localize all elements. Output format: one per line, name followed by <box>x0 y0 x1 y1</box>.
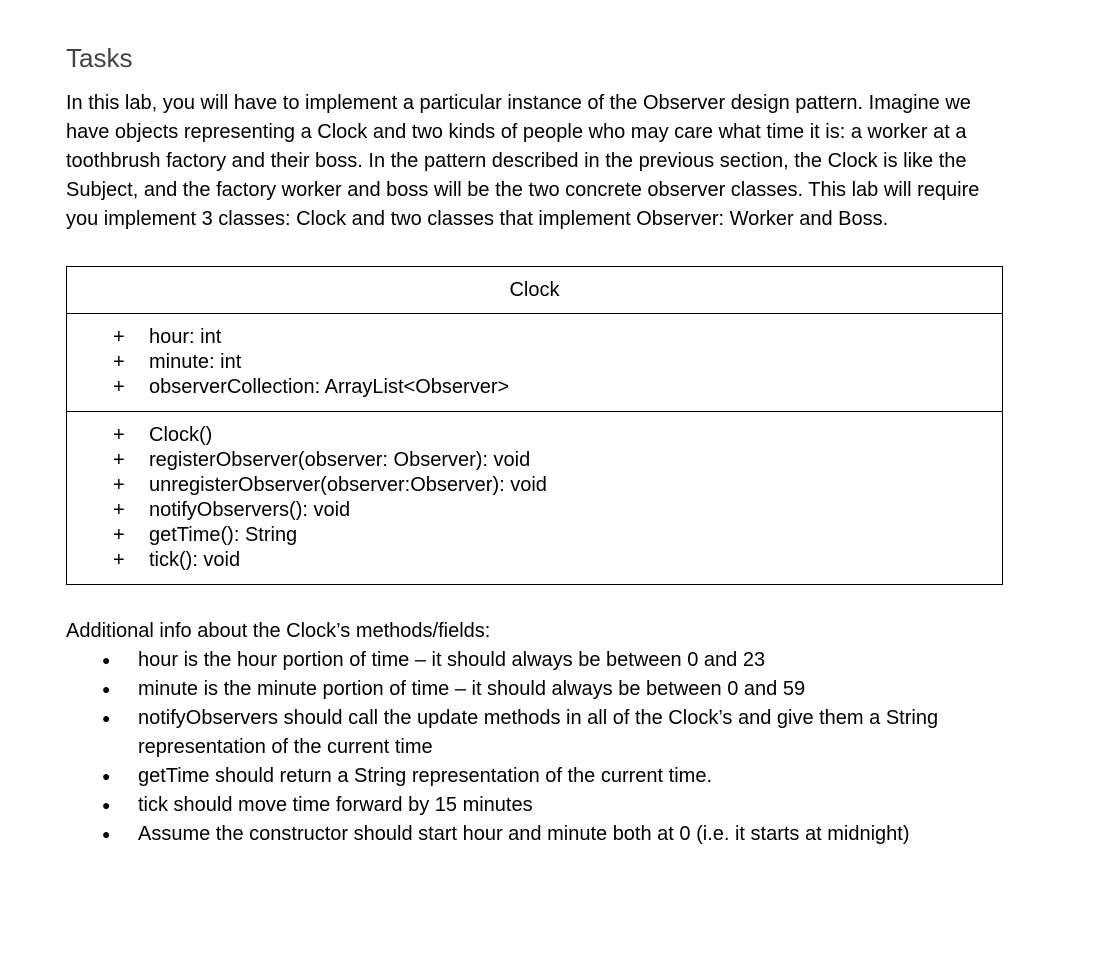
method-get-time: getTime(): String <box>149 524 298 546</box>
list-item-text: tick should move time forward by 15 minutes <box>138 794 533 816</box>
visibility-marker: + <box>113 499 125 521</box>
method-unregister-observer: unregisterObserver(observer:Observer): void <box>149 474 547 496</box>
uml-field-row <box>67 325 1002 350</box>
list-item-text: getTime should return a String representation of the current time. <box>138 765 712 787</box>
list-item <box>66 646 1026 675</box>
additional-info-section <box>66 617 1026 849</box>
uml-fields-section <box>67 314 1002 412</box>
visibility-marker: + <box>113 474 125 496</box>
list-item <box>66 762 1026 791</box>
bullet-icon: ● <box>102 826 111 842</box>
uml-method-row <box>67 423 1002 448</box>
visibility-marker: + <box>113 351 125 373</box>
visibility-marker: + <box>113 549 125 571</box>
list-item <box>66 791 1026 820</box>
method-register-observer: registerObserver(observer: Observer): void <box>149 449 531 471</box>
visibility-marker: + <box>113 449 125 471</box>
visibility-marker: + <box>113 524 125 546</box>
method-notify-observers: notifyObservers(): void <box>149 499 351 521</box>
list-item-text: notifyObservers should call the update methods in all of the Clock’s and give them a String representation of the current time <box>138 707 939 758</box>
list-item <box>66 820 1026 849</box>
uml-class-name: Clock <box>67 267 1002 314</box>
visibility-marker: + <box>113 376 125 398</box>
bullet-icon: ● <box>102 797 111 813</box>
uml-field-row <box>67 375 1002 400</box>
visibility-marker: + <box>113 326 125 348</box>
list-item-text: minute is the minute portion of time – it should always be between 0 and 59 <box>138 678 806 700</box>
field-hour: hour: int <box>149 326 222 348</box>
additional-info-list <box>66 646 1026 849</box>
uml-method-row <box>67 523 1002 548</box>
field-minute: minute: int <box>149 351 242 373</box>
additional-info-title: Additional info about the Clock’s methods/fields: <box>66 620 491 642</box>
uml-field-row <box>67 350 1002 375</box>
list-item-text: hour is the hour portion of time – it should always be between 0 and 23 <box>138 649 766 671</box>
list-item-text: Assume the constructor should start hour and minute both at 0 (i.e. it starts at midnight) <box>138 823 910 845</box>
bullet-icon: ● <box>102 768 111 784</box>
method-tick: tick(): void <box>149 549 241 571</box>
visibility-marker: + <box>113 424 125 446</box>
field-observer-collection: observerCollection: ArrayList<Observer> <box>149 376 510 398</box>
list-item <box>66 675 1026 704</box>
intro-paragraph: In this lab, you will have to implement a particular instance of the Observer design pattern. Imagine we have objects representing a Clock and two kinds of people who may care what time it is: a worker at a toothbrush factory and their boss. In the pattern described in the previous section, the Clock is like the Subject, and the factory worker and boss will be the two concrete observer classes. This lab will require you implement 3 classes: Clock and two classes that implement Observer: Worker and Boss. <box>66 92 980 230</box>
bullet-icon: ● <box>102 652 111 668</box>
bullet-icon: ● <box>102 681 111 697</box>
uml-methods-section <box>67 412 1002 584</box>
list-item <box>66 704 1026 762</box>
bullet-icon: ● <box>102 710 111 726</box>
document-page <box>66 40 1026 849</box>
page-title: Tasks <box>66 43 133 73</box>
uml-class-diagram <box>66 266 1003 585</box>
method-constructor: Clock() <box>149 424 213 446</box>
uml-method-row <box>67 448 1002 473</box>
uml-method-row <box>67 498 1002 523</box>
uml-method-row <box>67 548 1002 573</box>
uml-method-row <box>67 473 1002 498</box>
